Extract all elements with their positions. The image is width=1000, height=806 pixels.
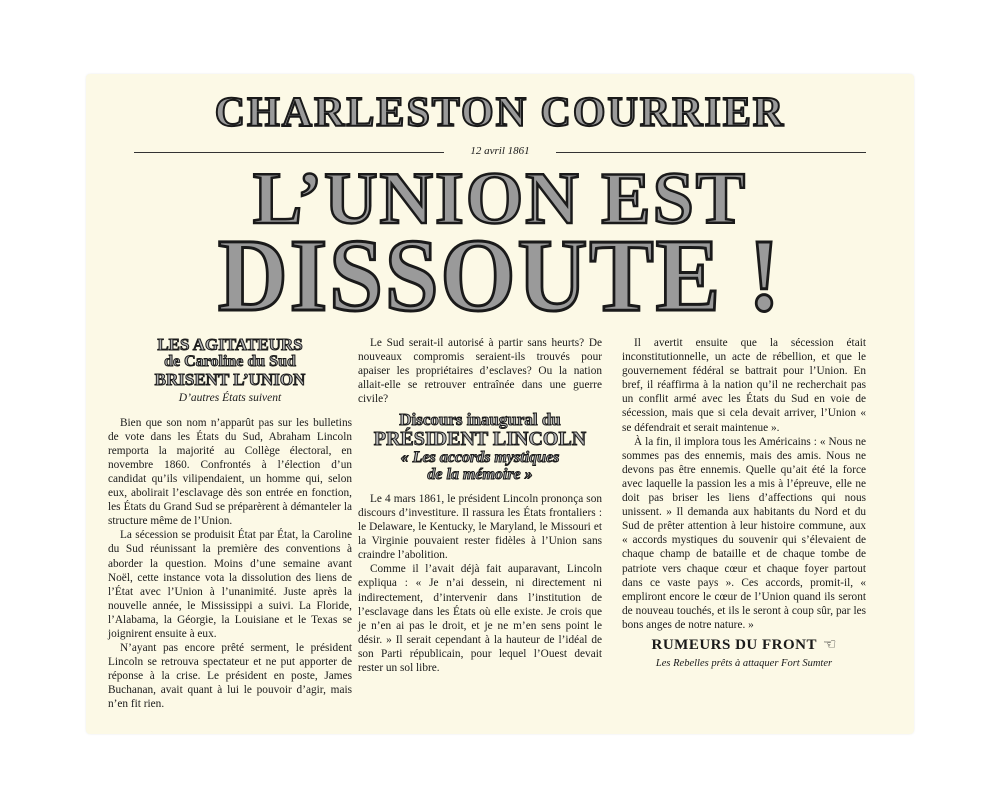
dateline-rule-right — [556, 152, 866, 153]
article-2-title-line: de la mémoire » — [427, 466, 533, 484]
article-1-title-line: BRISENT L’UNION — [154, 369, 306, 389]
article-2-paragraph: À la fin, il implora tous les Américains : « Nous ne sommes pas des ennemis, mais des amis. Nous ne devons pas être ennemis. Quelle qu’ait été la force avec laquelle la passion les a mis à l’épreuve, elle ne doit pas briser les liens d’affections qui nous unissent. » Il demanda aux habitants du Nord et du Sud de prêter attention à leur histoire commune, aux « accords mystiques du souvenir qui s’élevaient de chaque champ de bataille et de chaque tombe de patriote vers chaque cœur et chaque foyer partout dans ce vaste pays ». Ces accords, promit-il, « empliront encore le cœur de l’Union quand ils seront de nouveau touchés, et ils le seront à coup sûr, par les bons anges de notre nature. » — [622, 435, 866, 631]
article-2-paragraph: Il avertit ensuite que la sécession était inconstitutionnelle, un acte de rébellion, et que le gouvernement fédéral se battrait pour l’Union. En bref, il réaffirma à la nation qu’il ne recherchait pas un conflit armé avec les États du Sud en voie de sécession, mais que si cela devait arriver, l’Union « se défendrait et serait maintenue ». — [622, 337, 866, 434]
article-1-kicker: D’autres États suivent — [178, 392, 282, 405]
article-1-paragraph: N’ayant pas encore prêté serment, le président Lincoln se retrouva spectateur et ne put apporter de réponse à la crise. Le président en poste, James Buchanan, avait quant à lui le pouvoir d’agir, mais n’en fit rien. — [108, 642, 352, 711]
column-2 — [358, 336, 602, 675]
rumors-title: RUMEURS DU FRONT — [651, 636, 818, 653]
newspaper-page — [86, 74, 914, 734]
article-1-title — [108, 336, 352, 388]
headline-line-1: L’UNION EST — [252, 158, 748, 240]
dateline — [134, 146, 866, 158]
rumors-box — [622, 638, 866, 671]
rumors-kicker: Les Rebelles prêts à attaquer Fort Sumter — [655, 658, 833, 670]
column-1 — [108, 336, 352, 712]
issue-date: 12 avril 1861 — [470, 145, 530, 157]
masthead: CHARLESTON COURRIER — [214, 90, 786, 136]
article-2-title-line: Discours inaugural du — [399, 410, 561, 430]
article-2-paragraph: Comme il l’avait déjà fait auparavant, Lincoln expliqua : « Je n’ai dessein, ni directement ni indirectement, d’intervenir dans l’institution de l’esclavage dans les États où elle existe. Je crois que je n’en ai pas le droit, et je ne m’en sens point le désir. » Il serait cependant à la hauteur de l’idéal de son Parti républicain, pour lequel l’Ouest devait rester un sol libre. — [358, 563, 602, 675]
article-1-paragraph: Bien que son nom n’apparût pas sur les bulletins de vote dans les États du Sud, Abraham Lincoln remporta la majorité au Collège électoral, en novembre 1860. Confrontés à l’élection d’un candidat qu’ils vilipendaient, un homme qui, selon eux, abolirait l’esclavage dès son entrée en fonction, les États du Grand Sud se préparèrent à démanteler la structure même de l’Union. — [108, 416, 352, 528]
column-3 — [622, 336, 866, 671]
headline-line-2: DISSOUTE ! — [217, 218, 783, 333]
article-2-title — [358, 411, 602, 483]
pointing-hand-icon: ☜ — [823, 636, 837, 653]
article-2-title-line: « Les accords mystiques — [400, 449, 560, 467]
article-1-title-line: de Caroline du Sud — [164, 352, 296, 370]
article-1-paragraph: Le Sud serait-il autorisé à partir sans heurts? De nouveaux compromis seraient-ils trouvés pour apaiser les propriétaires d’esclaves? Ou la nation allait-elle se retrouver entraînée dans une guerre civile? — [358, 337, 602, 406]
article-2-paragraph: Le 4 mars 1861, le président Lincoln prononça son discours d’investiture. Il rassura les États frontaliers : le Delaware, le Kentucky, le Maryland, le Missouri et la Virginie pouvaient rester fidèles à l’Union sans craindre l’abolition. — [358, 492, 602, 562]
article-1-title-line: LES AGITATEURS — [157, 335, 303, 354]
article-2-title-line: PRÉSIDENT LINCOLN — [373, 428, 587, 451]
article-1-paragraph: La sécession se produisit État par État, la Caroline du Sud réunissant la première des conventions à aborder la question. Moins d’une semaine avant Noël, cette instance vota la dissolution des liens de l’État avec l’Union à l’unanimité. Juste après la nouvelle année, le Mississippi a suivi. La Floride, l’Alabama, la Géorgie, la Louisiane et le Texas se joignirent ensuite à eux. — [108, 529, 352, 640]
